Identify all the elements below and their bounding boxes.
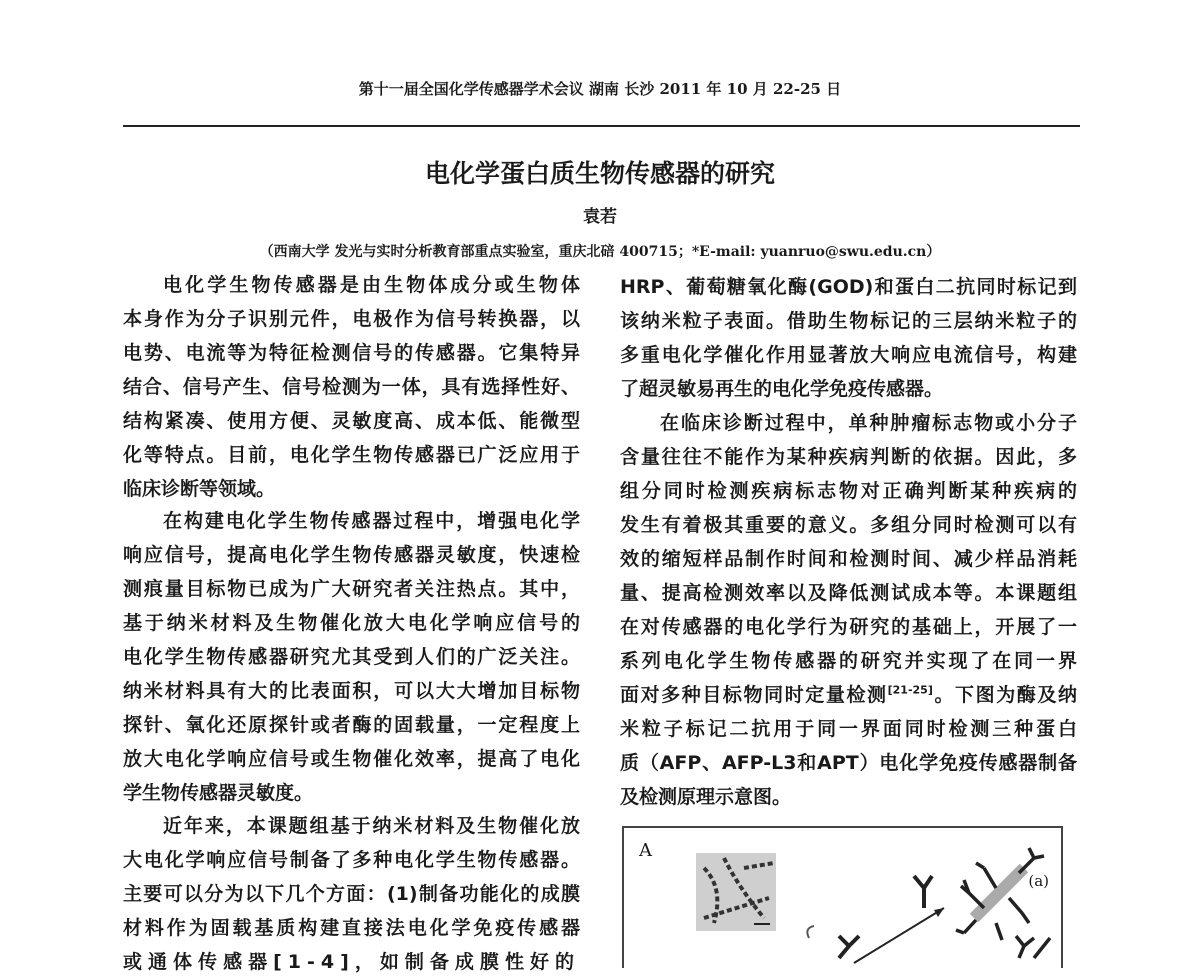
text-line: 基于纳米材料及生物催化放大电化学响应信号的 xyxy=(123,612,580,634)
right-paragraph-1 xyxy=(620,270,1077,406)
text-line: 或通体传感器[1-4]，如制备成膜性好的 xyxy=(123,951,580,973)
text-line: 效的缩短样品制作时间和检测时间、减少样品消耗 xyxy=(620,548,1077,570)
citation: [21-25] xyxy=(887,683,933,697)
text-line: 学生物传感器灵敏度。 xyxy=(123,782,314,804)
text-line: 发生有着极其重要的意义。多组分同时检测可以有 xyxy=(620,514,1077,536)
left-paragraph-2 xyxy=(123,504,580,810)
text-line: 米粒子标记二抗用于同一界面同时检测三种蛋白 xyxy=(620,718,1077,740)
text-line: 探针、氧化还原探针或者酶的固载量，一定程度上 xyxy=(123,714,580,736)
text-line: 电势、电流等为特征检测信号的传感器。它集特异 xyxy=(123,342,580,364)
right-paragraph-2 xyxy=(620,406,1077,814)
text-line: 测痕量目标物已成为广大研究者关注热点。其中， xyxy=(123,578,580,600)
text-line: 该纳米粒子表面。借助生物标记的三层纳米粒子的 xyxy=(620,310,1077,332)
text-line: 电化学生物传感器研究尤其受到人们的广泛关注。 xyxy=(123,646,580,668)
left-paragraph-1 xyxy=(123,268,580,506)
text-line: 了超灵敏易再生的电化学免疫传感器。 xyxy=(620,378,944,400)
figure-schematic xyxy=(622,826,1063,968)
header-rule xyxy=(123,125,1080,127)
text-line: 结构紧凑、使用方便、灵敏度高、成本低、能微型 xyxy=(123,410,580,432)
left-paragraph-3-container xyxy=(123,809,580,973)
curved-arrow-icon xyxy=(807,926,814,938)
text-line: HRP、葡萄糖氧化酶(GOD)和蛋白二抗同时标记到 xyxy=(620,276,1077,298)
labeled-nanoparticle-icon xyxy=(956,848,1050,958)
text-line: 纳米材料具有大的比表面积，可以大大增加目标物 xyxy=(123,680,580,702)
text-line-tail: 。下图为酶及纳 xyxy=(932,684,1077,706)
text-line: 量、提高检测效率以及降低测试成本等。本课题组 xyxy=(620,582,1077,604)
text-line: 近年来，本课题组基于纳米材料及生物催化放 xyxy=(163,815,580,837)
text-line: 结合、信号产生、信号检测为一体，具有选择性好、 xyxy=(123,376,580,398)
text-line: 面对多种目标物同时定量检测[21-25]。下图为酶及纳 xyxy=(620,683,1077,706)
text-line: 多重电化学催化作用显著放大响应电流信号，构建 xyxy=(620,344,1077,366)
text-line: 材料作为固载基质构建直接法电化学免疫传感器 xyxy=(123,917,580,939)
paper-title: 电化学蛋白质生物传感器的研究 xyxy=(424,159,775,188)
text-line: 在构建电化学生物传感器过程中，增强电化学 xyxy=(163,510,580,532)
figure-sublabel: (a) xyxy=(1028,872,1049,890)
conference-header: 第十一届全国化学传感器学术会议 湖南 长沙 2011 年 10 月 22-25 日 xyxy=(358,80,842,98)
text-line: 临床诊断等领域。 xyxy=(123,478,276,500)
affiliation: （西南大学 发光与实时分析教育部重点实验室，重庆北碚 400715；*E-mail: yuanruo@swu.edu.cn） xyxy=(259,244,941,260)
left-paragraph-3 xyxy=(123,809,580,979)
text-line: 组分同时检测疾病标志物对正确判断某种疾病的 xyxy=(620,480,1077,502)
text-line: 化等特点。目前，电化学生物传感器已广泛应用于 xyxy=(123,444,580,466)
text-line: 本身作为分子识别元件，电极作为信号转换器，以 xyxy=(123,308,580,330)
text-line: 电化学生物传感器是由生物体成分或生物体 xyxy=(163,274,580,296)
figure-drawing xyxy=(624,828,1061,958)
text-line: 含量往往不能作为某种疾病判断的依据。因此，多 xyxy=(620,446,1077,468)
text-line: 主要可以分为以下几个方面：(1)制备功能化的成膜 xyxy=(123,883,580,905)
text-line: 在对传感器的电化学行为研究的基础上，开展了一 xyxy=(620,616,1077,638)
antibody-icon xyxy=(839,876,932,958)
author: 袁若 xyxy=(583,207,617,227)
text-line: 响应信号，提高电化学生物传感器灵敏度，快速检 xyxy=(123,544,580,566)
reaction-arrow xyxy=(854,908,944,963)
text-line: 及检测原理示意图。 xyxy=(620,786,792,808)
text-line: 在临床诊断过程中，单种肿瘤标志物或小分子 xyxy=(660,412,1077,434)
text-line: 质（AFP、AFP-L3和APT）电化学免疫传感器制备 xyxy=(620,752,1077,774)
text-line: 系列电化学生物传感器的研究并实现了在同一界 xyxy=(620,650,1077,672)
text-line: 大电化学响应信号制备了多种电化学生物传感器。 xyxy=(123,849,580,871)
figure-panel-label: A xyxy=(639,840,652,861)
text-line: 放大电化学响应信号或生物催化效率，提高了电化 xyxy=(123,748,580,770)
